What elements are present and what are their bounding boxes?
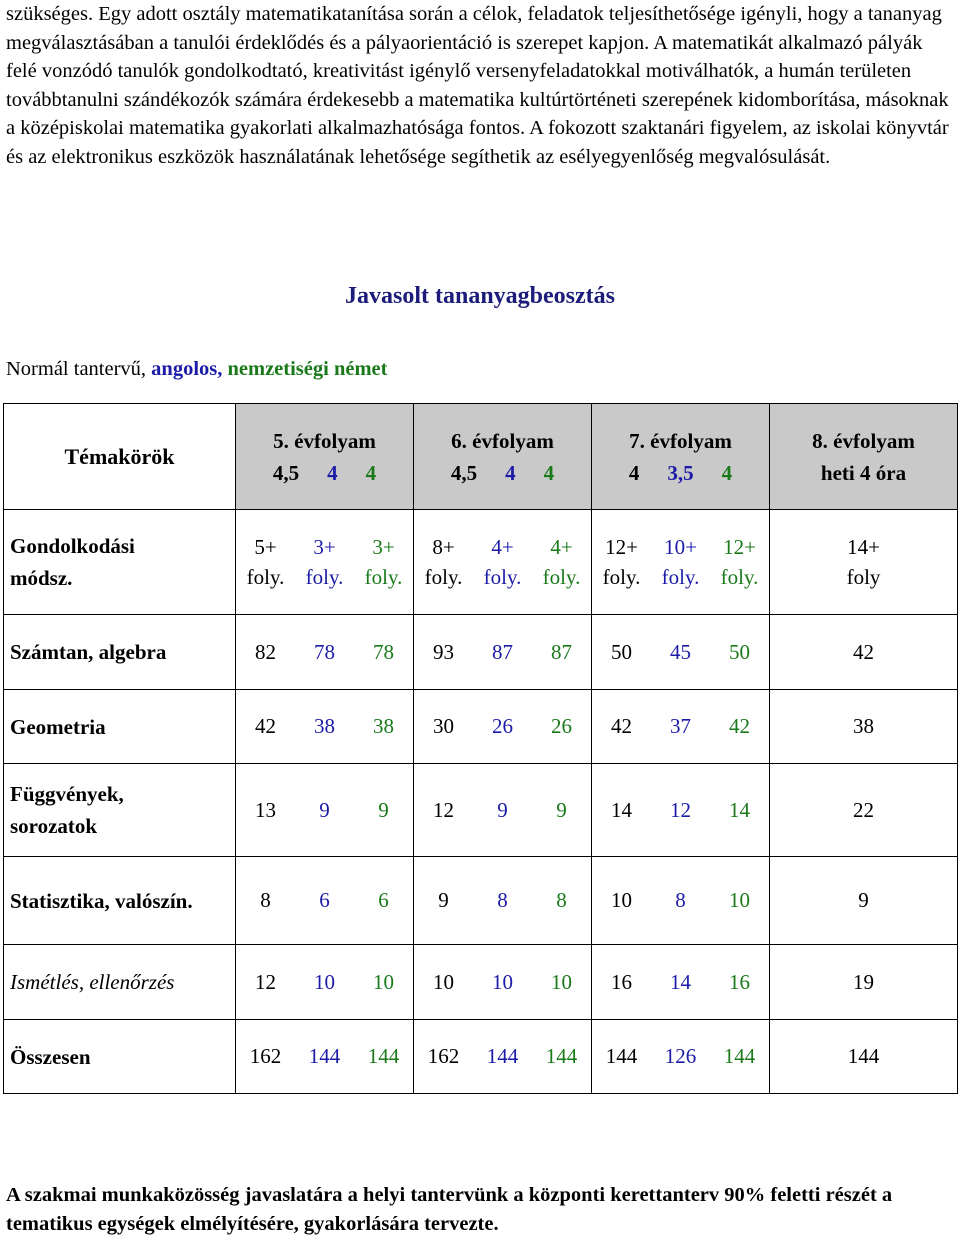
value-cell: 38 — [853, 714, 874, 738]
grade-8-values — [770, 510, 958, 615]
subtitle-nemet: nemzetiségi német — [222, 358, 388, 380]
weekly-hours — [592, 457, 769, 489]
grade-6-values — [414, 690, 592, 764]
hours-all: heti 4 óra — [820, 460, 907, 485]
value-cell: 162 — [249, 1044, 282, 1068]
value-cell: 78 — [373, 639, 394, 664]
weekly-hours — [414, 457, 591, 489]
hours-angolos: 4 — [327, 460, 338, 485]
topic-cell: Statisztika, valószín. — [4, 857, 236, 945]
value-cell: 4+ foly. — [542, 535, 581, 589]
section-heading: Javasolt tananyagbeosztás — [344, 283, 615, 309]
value-cell: 126 — [664, 1044, 697, 1068]
table-header-row — [4, 404, 958, 510]
value-cell: 144 — [847, 1044, 880, 1068]
grade-8-header — [770, 404, 958, 510]
value-cell: 42 — [729, 714, 750, 738]
grade-5-header — [236, 404, 414, 510]
weekly-hours — [770, 457, 957, 489]
table-row — [4, 510, 958, 615]
value-cell: 144 — [723, 1044, 756, 1068]
topic-cell: Összesen — [4, 1020, 236, 1094]
topic-cell: Gondolkodási módsz. — [4, 510, 236, 615]
grade-5-values — [236, 945, 414, 1020]
grade-8-values — [770, 857, 958, 945]
topic-cell: Geometria — [4, 690, 236, 764]
table-row — [4, 764, 958, 857]
grade-5-values — [236, 615, 414, 690]
grade-7-values — [592, 510, 770, 615]
value-cell: 50 — [611, 639, 632, 664]
footer-paragraph: A szakmai munkaközösség javaslatára a helyi tantervünk a központi kerettanterv 90% feletti részét a tematikus egységek elmélyítésére, gyakorlására tervezte. — [6, 1184, 893, 1235]
table-row — [4, 945, 958, 1020]
grade-6-values — [414, 857, 592, 945]
value-cell: 50 — [729, 639, 750, 664]
grade-5-values — [236, 764, 414, 857]
grade-5-values — [236, 690, 414, 764]
value-cell: 9 — [497, 797, 508, 822]
value-cell: 10 — [551, 969, 572, 994]
grade-6-values — [414, 510, 592, 615]
value-cell: 8 — [260, 888, 271, 912]
value-cell: 10 — [611, 888, 632, 912]
table-row — [4, 690, 958, 764]
grade-6-values — [414, 945, 592, 1020]
grade-8-values — [770, 690, 958, 764]
value-cell: 9 — [556, 797, 567, 822]
grade-5-values — [236, 857, 414, 945]
subtitle-normal: Normál tantervű, — [6, 358, 152, 380]
value-cell: 144 — [545, 1044, 578, 1068]
value-cell: 38 — [314, 714, 335, 738]
grade-name: 8. évfolyam — [812, 428, 915, 453]
grade-7-values — [592, 690, 770, 764]
value-cell: 10 — [314, 969, 335, 994]
topic-header: Témakörök — [4, 404, 236, 510]
grade-5-values — [236, 1020, 414, 1094]
value-cell: 13 — [255, 797, 276, 822]
topic-cell: Függvények, sorozatok — [4, 764, 236, 857]
value-cell: 10 — [492, 969, 513, 994]
value-cell: 162 — [427, 1044, 460, 1068]
grade-name: 5. évfolyam — [273, 428, 376, 453]
hours-normal: 4,5 — [450, 460, 478, 485]
value-cell: 42 — [255, 714, 276, 738]
table-row — [4, 615, 958, 690]
value-cell: 4+ foly. — [483, 535, 522, 589]
topic-cell: Számtan, algebra — [4, 615, 236, 690]
value-cell: 8+ foly. — [424, 535, 463, 589]
value-cell: 14 — [670, 969, 691, 994]
weekly-hours — [236, 457, 413, 489]
value-cell: 10 — [729, 888, 750, 912]
value-cell: 10+ foly. — [661, 535, 700, 589]
table-row — [4, 857, 958, 945]
value-cell: 5+ foly. — [246, 535, 285, 589]
value-cell: 82 — [255, 639, 276, 664]
hours-nemet: 4 — [365, 460, 377, 485]
value-cell: 8 — [675, 888, 686, 912]
value-cell: 144 — [605, 1044, 638, 1068]
grade-7-values — [592, 857, 770, 945]
curriculum-table — [3, 403, 958, 1094]
value-cell: 26 — [551, 714, 572, 738]
value-cell: 30 — [433, 714, 454, 738]
value-cell: 9 — [319, 797, 330, 822]
value-cell: 9 — [858, 888, 869, 912]
value-cell: 16 — [729, 969, 750, 994]
value-cell: 144 — [367, 1044, 400, 1068]
value-cell: 45 — [670, 639, 691, 664]
grade-7-values — [592, 1020, 770, 1094]
value-cell: 9 — [378, 797, 389, 822]
value-cell: 10 — [433, 969, 454, 994]
grade-8-values — [770, 1020, 958, 1094]
topic-cell: Ismétlés, ellenőrzés — [4, 945, 236, 1020]
grade-5-values — [236, 510, 414, 615]
grade-8-values — [770, 945, 958, 1020]
grade-6-header — [414, 404, 592, 510]
hours-nemet: 4 — [543, 460, 555, 485]
curriculum-subtitle — [6, 358, 387, 381]
hours-nemet: 4 — [721, 460, 733, 485]
intro-paragraph: szükséges. Egy adott osztály matematikatanítása során a célok, feladatok teljesíthetősége igényli, hogy a tananyag megválasztásában a tanulói érdeklődés és a pályaorientáció is szerepet kapjon. A matematikát alkalmazó pályák felé vonzódó tanulók gondolkodtató, kreativitást igénylő versenyfeladatokkal motiválhatók, a humán területen továbbtanulni szándékozók számára érdekesebb a matematika kultúrtörténeti szerepének kidomborítása, másoknak a középiskolai matematika gyakorlati alkalmazhatósága fontos. A fokozott szaktanári figyelem, az iskolai könyvtár és az elektronikus eszközök használatának lehetősége segíthetik az esélyegyenlőség megvalósulását. — [6, 3, 949, 168]
grade-7-values — [592, 945, 770, 1020]
value-cell: 12 — [670, 797, 691, 822]
value-cell: 14+ foly — [846, 535, 881, 589]
grade-7-header — [592, 404, 770, 510]
value-cell: 6 — [319, 888, 330, 912]
value-cell: 87 — [551, 639, 572, 664]
table-row — [4, 1020, 958, 1094]
value-cell: 12 — [255, 969, 276, 994]
value-cell: 12+ foly. — [720, 535, 759, 589]
value-cell: 93 — [433, 639, 454, 664]
grade-7-values — [592, 615, 770, 690]
value-cell: 9 — [438, 888, 449, 912]
value-cell: 8 — [556, 888, 567, 912]
value-cell: 78 — [314, 639, 335, 664]
value-cell: 16 — [611, 969, 632, 994]
value-cell: 87 — [492, 639, 513, 664]
grade-6-values — [414, 764, 592, 857]
value-cell: 12 — [433, 797, 454, 822]
value-cell: 10 — [373, 969, 394, 994]
value-cell: 3+ foly. — [305, 535, 344, 589]
hours-angolos: 3,5 — [667, 460, 694, 485]
grade-7-values — [592, 764, 770, 857]
subtitle-angolos: angolos, — [151, 358, 223, 380]
grade-name: 7. évfolyam — [629, 428, 732, 453]
value-cell: 144 — [308, 1044, 341, 1068]
value-cell: 19 — [853, 969, 874, 994]
value-cell: 8 — [497, 888, 508, 912]
hours-normal: 4,5 — [272, 460, 300, 485]
value-cell: 3+ foly. — [364, 535, 403, 589]
value-cell: 14 — [611, 797, 632, 822]
hours-normal: 4 — [628, 460, 640, 485]
grade-6-values — [414, 615, 592, 690]
value-cell: 14 — [729, 797, 750, 822]
grade-6-values — [414, 1020, 592, 1094]
value-cell: 22 — [853, 797, 874, 822]
value-cell: 42 — [853, 639, 874, 664]
grade-name: 6. évfolyam — [451, 428, 554, 453]
value-cell: 42 — [611, 714, 632, 738]
value-cell: 37 — [670, 714, 691, 738]
value-cell: 144 — [486, 1044, 519, 1068]
value-cell: 12+ foly. — [602, 535, 641, 589]
grade-8-values — [770, 615, 958, 690]
value-cell: 6 — [378, 888, 389, 912]
value-cell: 26 — [492, 714, 513, 738]
hours-angolos: 4 — [505, 460, 516, 485]
grade-8-values — [770, 764, 958, 857]
value-cell: 38 — [373, 714, 394, 738]
